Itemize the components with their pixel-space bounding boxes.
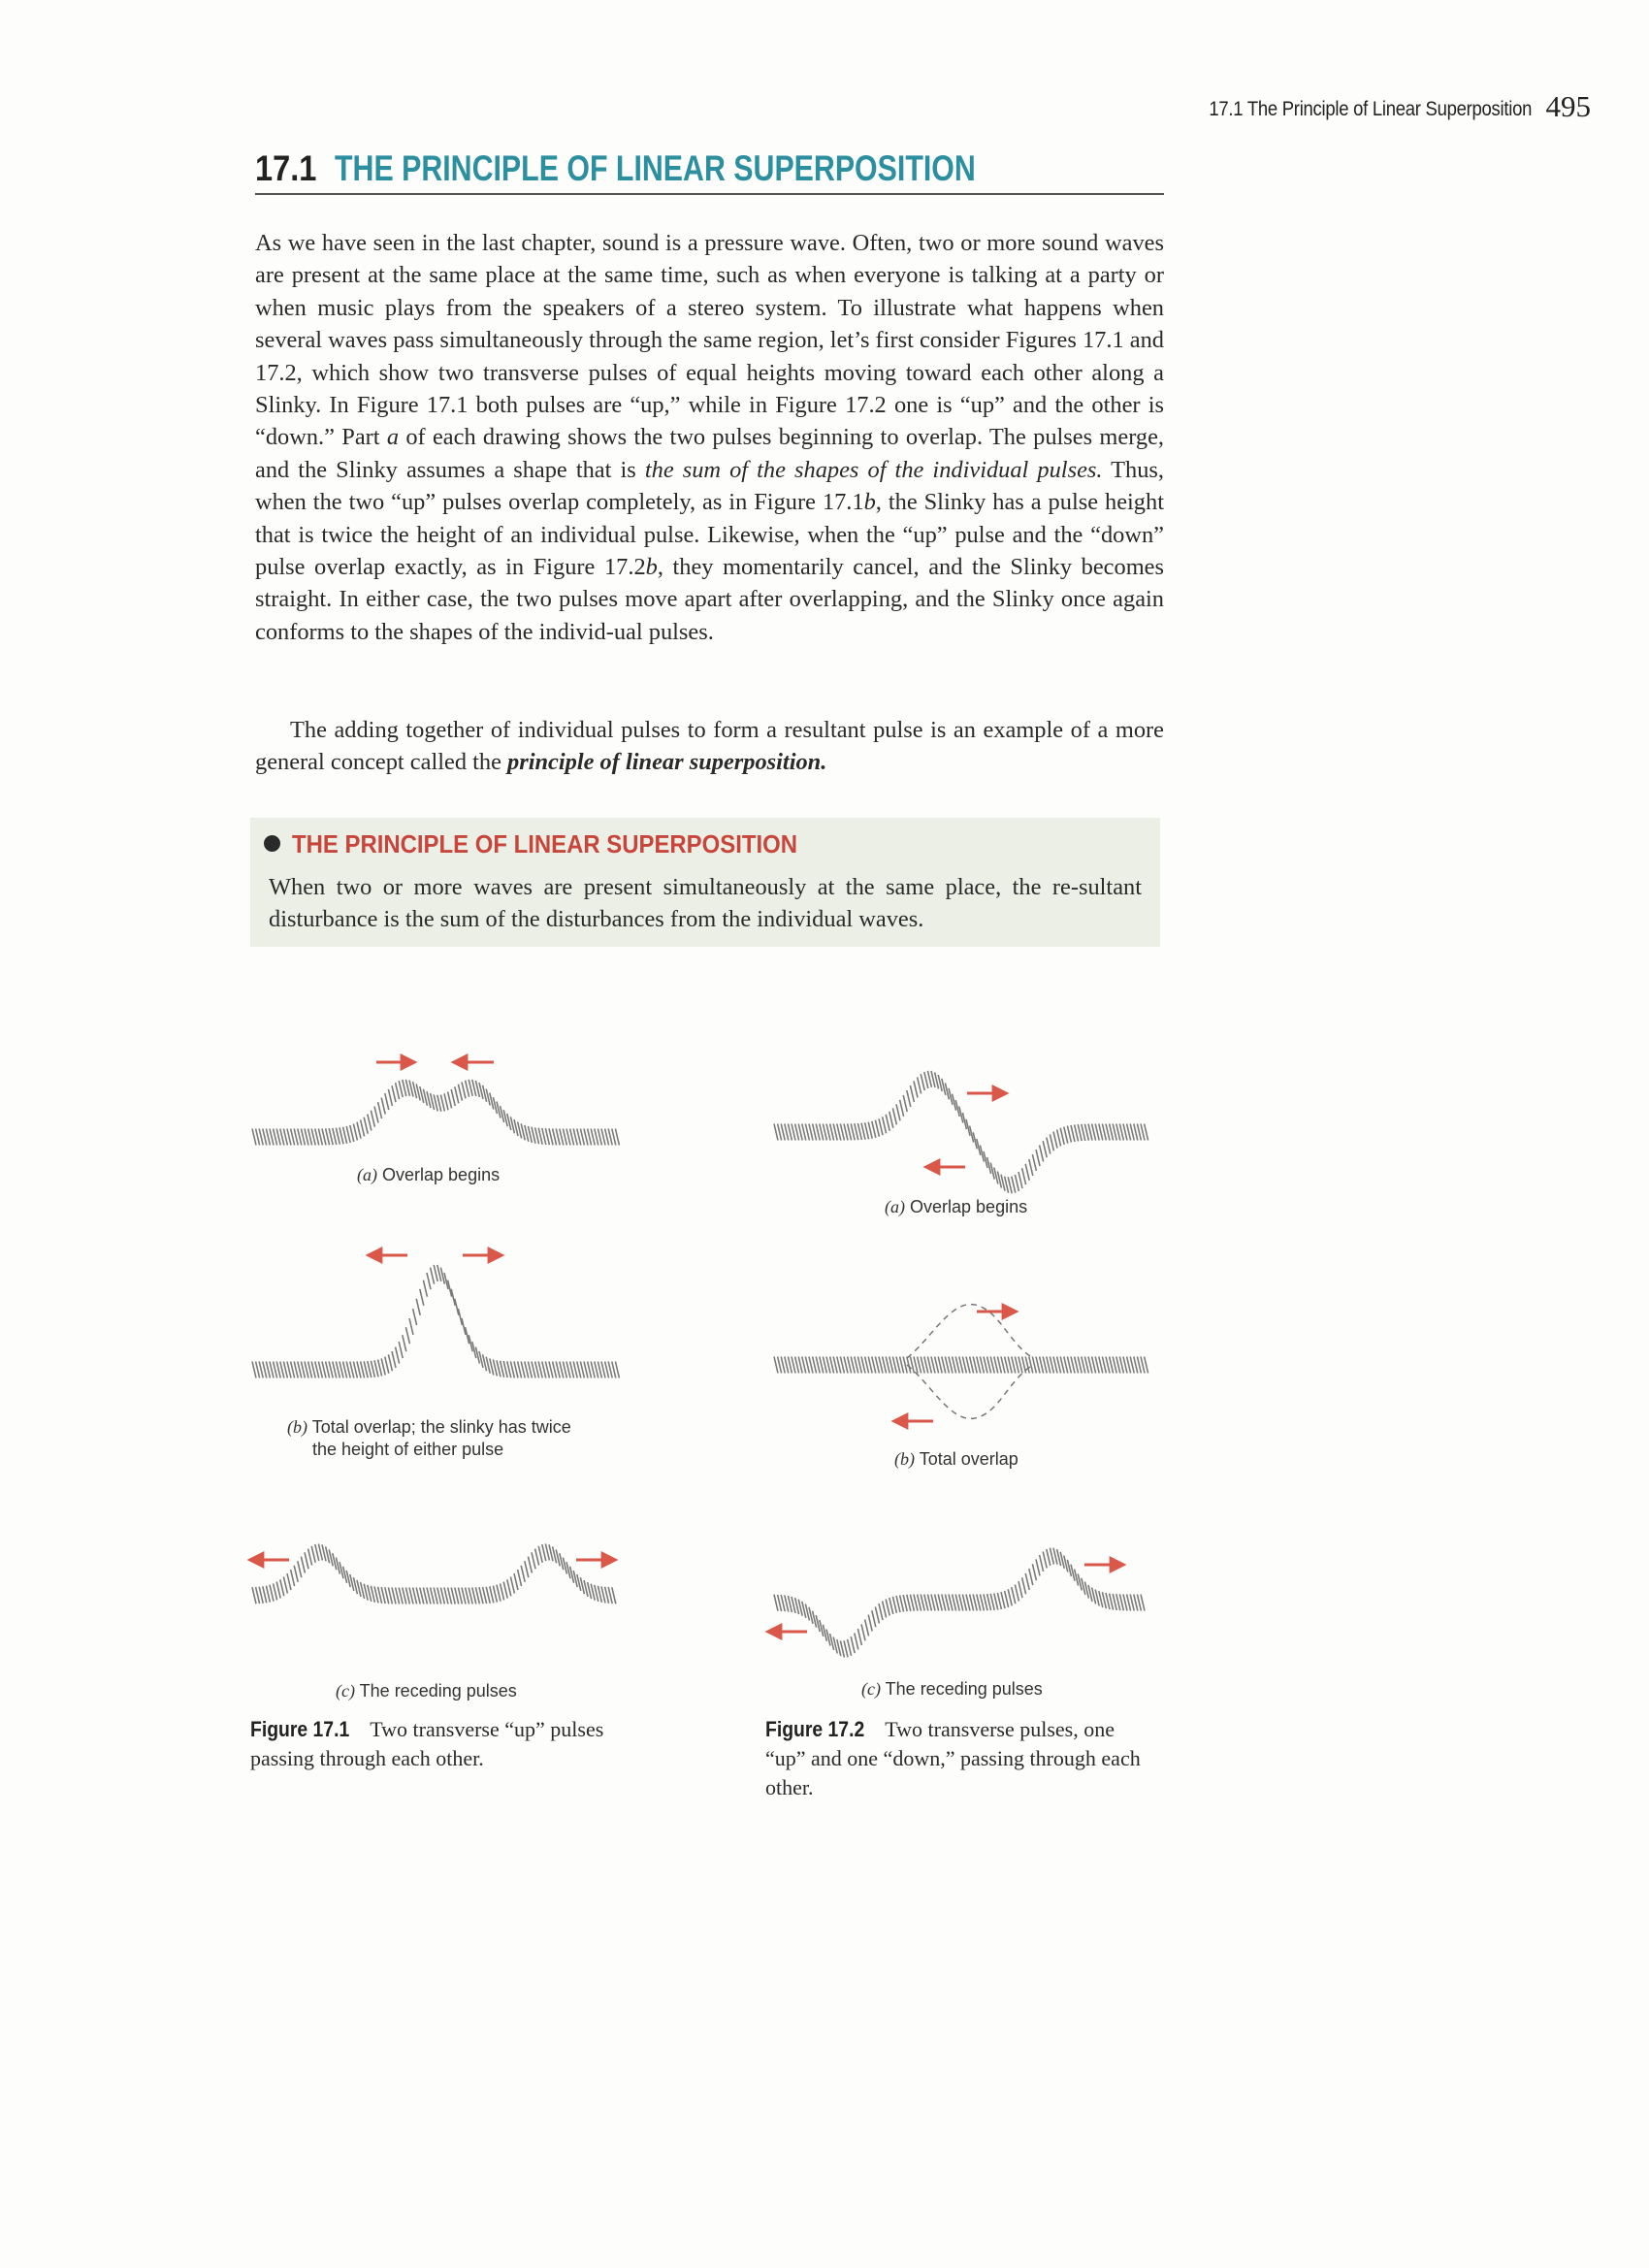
panel-label: (a) bbox=[357, 1165, 377, 1184]
panel-caption: the height of either pulse bbox=[312, 1440, 504, 1459]
slinky-17-1-b bbox=[252, 1265, 619, 1378]
panel-label: (a) bbox=[885, 1197, 905, 1216]
principle-box-title: THE PRINCIPLE OF LINEAR SUPERPOSITION bbox=[292, 829, 797, 859]
panel-caption: The receding pulses bbox=[885, 1679, 1043, 1699]
figure-17-2-caption-c bbox=[861, 1679, 1043, 1700]
italic-run: b bbox=[863, 489, 876, 516]
panel-label: (c) bbox=[861, 1679, 881, 1699]
text-run: Thus, when the two “up” pulses overlap completely, as in Figure 17.1 bbox=[255, 456, 1165, 516]
panel-label: (b) bbox=[894, 1449, 915, 1469]
text-run: , they momentarily cancel, and the Slinky becomes straight. In either case, the two pulses move apart after overlapping, and the Slinky once again conforms to the shapes of the individ-ual pulses. bbox=[255, 554, 1164, 645]
text-run: of each drawing shows the two pulses beginning to overlap. The pulses merge, and the Slinky assumes a shape that is bbox=[255, 424, 1165, 483]
panel-caption: The receding pulses bbox=[359, 1681, 517, 1701]
principle-box-text: When two or more waves are present simultaneously at the same place, the re-sultant disturbance is the sum of the disturbances from the individual waves. bbox=[269, 874, 1142, 933]
figure-17-1-caption-c bbox=[336, 1681, 517, 1701]
italic-run: b bbox=[645, 554, 658, 581]
figure-17-2-caption bbox=[765, 1715, 1153, 1802]
slinky-17-1-a bbox=[252, 1080, 619, 1146]
panel-label: (b) bbox=[287, 1417, 307, 1437]
figure-caption-text: Two transverse “up” pulses passing through each other. bbox=[250, 1717, 604, 1770]
figure-17-1-caption-a bbox=[357, 1165, 500, 1185]
panel-caption: Total overlap bbox=[919, 1449, 1018, 1469]
panel-caption: Overlap begins bbox=[382, 1165, 501, 1184]
slinky-17-2-a bbox=[774, 1071, 1148, 1194]
panel-caption: Total overlap; the slinky has twice bbox=[311, 1417, 571, 1437]
figure-17-1-caption-b bbox=[287, 1416, 571, 1461]
figure-label: Figure 17.1 bbox=[250, 1717, 350, 1741]
figure-label: Figure 17.2 bbox=[765, 1717, 865, 1741]
running-head-title: 17.1 The Principle of Linear Superposition bbox=[1209, 98, 1533, 120]
text-run: The adding together of individual pulses to form a resultant pulse is an example of a more general concept called the bbox=[255, 717, 1164, 776]
figure-17-2-caption-a bbox=[885, 1197, 1027, 1217]
section-title: THE PRINCIPLE OF LINEAR SUPERPOSITION bbox=[335, 148, 976, 188]
figure-17-2-caption-b bbox=[894, 1449, 1018, 1470]
italic-run: the sum of the shapes of the individual pulses. bbox=[644, 456, 1103, 483]
section-number: 17.1 bbox=[255, 148, 317, 188]
page-number: 495 bbox=[1545, 89, 1591, 123]
figure-17-1-caption bbox=[250, 1715, 658, 1773]
panel-label: (c) bbox=[336, 1681, 355, 1701]
slinky-17-2-b bbox=[774, 1357, 1148, 1374]
key-term: principle of linear superposition. bbox=[507, 749, 827, 776]
figure-caption-text: Two transverse pulses, one “up” and one “down,” passing through each other. bbox=[765, 1717, 1141, 1799]
italic-run: a bbox=[386, 424, 400, 451]
slinky-17-1-c bbox=[252, 1544, 616, 1604]
panel-caption: Overlap begins bbox=[910, 1197, 1028, 1216]
text-run: As we have seen in the last chapter, sound is a pressure wave. Often, two or more sound waves are present at the same place at the same time, such as when everyone is talking at a party or when music plays from the speakers of a stereo system. To illustrate what happens when several waves pass simultaneously through the same region, let’s first consider Figures 17.1 and 17.2, which show two transverse pulses of equal heights moving toward each other along a Slinky. In Figure 17.1 both pulses are “up,” while in Figure 17.2 one is “up” and the other is “down.” Part bbox=[255, 230, 1164, 451]
text-run: , the Slinky has a pulse height that is twice the height of an individual pulse. Likewise, when the “up” pulse and the “down” pulse overlap exactly, as in Figure 17.2 bbox=[255, 489, 1164, 581]
